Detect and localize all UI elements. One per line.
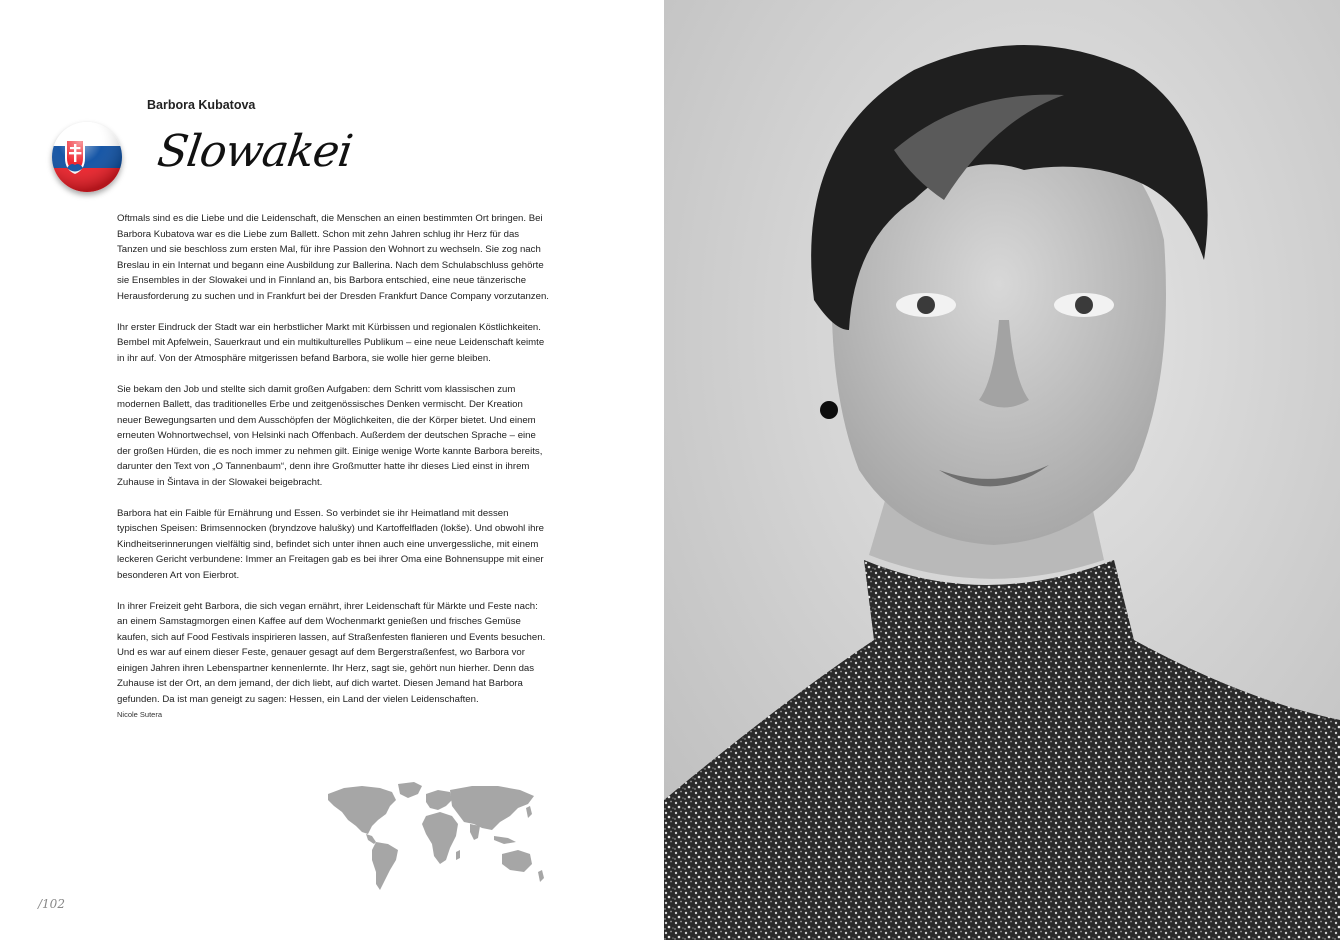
article-paragraph: Ihr erster Eindruck der Stadt war ein herbstlicher Markt mit Kürbissen und regionalen Köstlichkeiten. Bembel mit Apfelwein, Sauerkraut und ein multikulturelles Publikum – eine neue Leidenschaft keimte in ihr auf. Von der Atmosphäre mitgerissen befand Barbora, sie wolle hier gerne bleiben.: [117, 321, 545, 364]
author-credit: Nicole Sutera: [117, 710, 163, 719]
article-body: [117, 211, 549, 721]
page-number: /102: [38, 897, 65, 911]
portrait-photo: [664, 0, 1340, 940]
country-title: Slowakei: [154, 126, 356, 177]
article-paragraph: In ihrer Freizeit geht Barbora, die sich vegan ernährt, ihrer Leidenschaft für Märkte und Feste nach: an einem Samstagmorgen einen Kaffee auf dem Wochenmarkt genießen und frisches Gemüse kaufen, sich auf Food Festivals inspirieren lassen, auf Straßenfesten flanieren und Events besuchen. Und es war auf einem dieser Feste, genauer gesagt auf dem Bergerstraßenfest, wo Barbora vor einigen Jahren ihren Lebenspartner kennenlernte. Ihr Herz, sagt sie, gehört nun hierher. Denn das Zuhause ist der Ort, an dem jemand, der dich liebt, auf dich wartet. Diesen Jemand hat Barbora gefunden. Da ist man geneigt zu sagen: Hessen, ein Land der vielen Leidenschaften.: [117, 600, 546, 705]
article-paragraph: Sie bekam den Job und stellte sich damit großen Aufgaben: dem Schritt vom klassischen zum modernen Ballett, das traditionelles Erbe und zeitgenössisches Denken vermischt. Der Kreation neuer Bewegungsarten und dem Ausschöpfen der Möglichkeiten, die der Körper bietet. Und einem erneuten Wohnortwechsel, von Helsinki nach Offenbach. Außerdem der deutschen Sprache – eine der großen Hürden, die es noch immer zu nehmen gilt. Einige wenige Worte kannte Barbora bereits, darunter den Text von „O Tannenbaum“, denn ihre Großmutter hatte ihr dieses Lied einst in ihrem Zuhause in Šintava in der Slowakei beigebracht.: [117, 383, 543, 488]
right-page: [664, 0, 1340, 940]
article-paragraph: Oftmals sind es die Liebe und die Leidenschaft, die Menschen an einen bestimmten Ort bringen. Bei Barbora Kubatova war es die Liebe zum Ballett. Schon mit zehn Jahren schlug ihr Herz für das Tanzen und sie beschloss zum ersten Mal, für ihre Passion den Wohnort zu wechseln. Sie zog nach Breslau in ein Internat und begann eine Ausbildung zur Ballerina. Nach dem Schulabschluss gehörte sie Ensembles in der Slowakei und in Finnland an, bis Barbora entschied, eine neue tänzerische Herausforderung zu suchen und in Frankfurt bei der Dresden Frankfurt Dance Company vorzutanzen.: [117, 213, 549, 302]
left-page: [0, 0, 664, 940]
world-map-icon: [322, 780, 550, 896]
article-paragraph: Barbora hat ein Faible für Ernährung und Essen. So verbindet sie ihr Heimatland mit dessen typischen Speisen: Brimsennocken (bryndzove halušky) und Kartoffelfladen (lokše). Und obwohl ihre Kindheitserinnerungen vielfältig sind, befindet sich unter ihnen auch eine unvergessliche, mit einem leckeren Gericht verbundene: Immer an Freitagen gab es bei ihrer Oma eine Bohnensuppe mit einer besonderen Art von Eierbrot.: [117, 507, 544, 581]
author-name: Barbora Kubatova: [147, 98, 256, 112]
slovakia-flag-icon: [52, 122, 122, 192]
